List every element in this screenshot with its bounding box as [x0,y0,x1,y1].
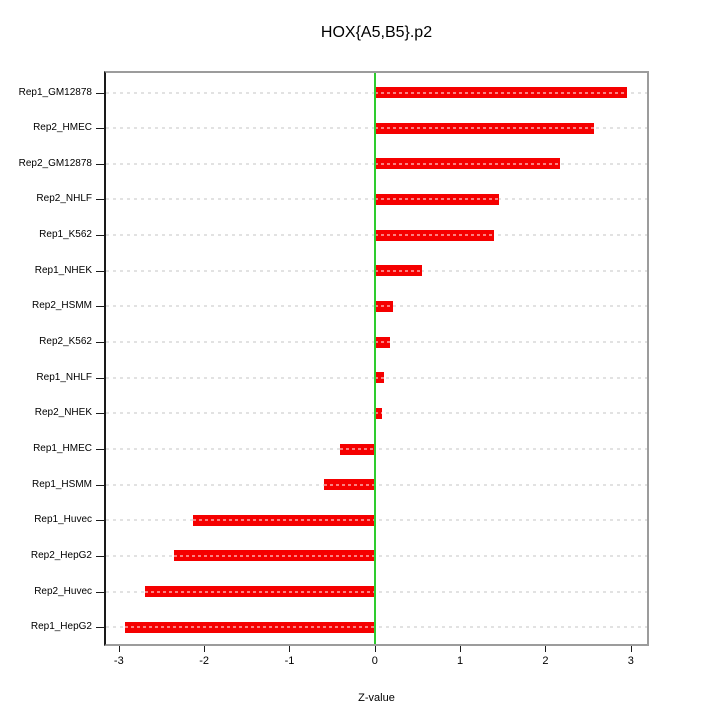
y-tick [96,271,104,272]
y-tick [96,556,104,557]
x-tick-label: -3 [113,655,124,667]
y-tick [96,449,104,450]
y-tick-label: Rep1_HepG2 [30,621,92,633]
bar-Rep2_HSMM [375,301,393,312]
y-tick [96,164,104,165]
bar-Rep2_HMEC [375,123,594,134]
bar-Rep2_Huvec [145,586,375,597]
y-tick [96,413,104,414]
x-tick [631,646,632,652]
bar-Rep1_NHEK [375,265,422,276]
y-tick-label: Rep1_HMEC [33,443,92,454]
x-tick [460,646,461,652]
y-tick-label: Rep2_HMEC [33,122,92,134]
bar-Rep1_HMEC [340,444,375,455]
y-tick [96,378,104,379]
bar-Rep2_NHLF [375,194,499,205]
y-tick-label: Rep1_NHEK [34,264,92,276]
bar-Rep1_NHLF [375,372,384,383]
y-tick-label: Rep2_Huvec [34,585,92,597]
x-tick [289,646,290,652]
y-tick [96,128,104,129]
y-tick-label: Rep2_HepG2 [30,549,92,561]
x-tick [119,646,120,652]
bar-Rep1_HepG2 [125,622,375,633]
y-tick-label: Rep1_NHLF [36,371,92,383]
bar-Rep2_HepG2 [174,550,375,561]
y-tick-label: Rep2_NHEK [34,407,92,419]
x-tick-label: -2 [199,655,210,667]
bar-Rep1_HSMM [324,479,374,490]
y-tick-label: Rep2_K562 [39,336,92,348]
y-tick [96,520,104,521]
y-tick [96,627,104,628]
x-tick-label: 1 [457,655,464,667]
y-tick-label: Rep2_GM12878 [18,157,92,169]
x-tick-label: 3 [627,655,634,667]
y-tick [96,235,104,236]
zero-reference-line [374,73,376,644]
y-tick [96,306,104,307]
x-tick-label: 0 [371,655,378,667]
grid-line [106,519,647,521]
plot-area [104,71,649,646]
grid-line [106,448,647,450]
y-tick [96,592,104,593]
y-tick [96,342,104,343]
chart-title: HOX{A5,B5}.p2 [320,24,433,41]
y-tick [96,485,104,486]
grid-line [106,484,647,486]
bar-Rep1_GM12878 [375,87,627,98]
bar-Rep1_K562 [375,230,494,241]
y-tick [96,93,104,94]
bar-Rep2_K562 [375,337,390,348]
y-tick-label: Rep1_GM12878 [18,86,92,98]
bar-Rep2_GM12878 [375,158,560,169]
bar-Rep2_NHEK [375,408,383,419]
x-tick [375,646,376,652]
x-tick-label: 2 [542,655,549,667]
y-tick-label: Rep1_K562 [39,229,92,241]
y-tick-label: Rep1_Huvec [34,514,92,526]
y-tick-label: Rep1_HSMM [31,478,92,490]
x-tick [545,646,546,652]
x-tick-label: -1 [284,655,295,667]
y-tick-label: Rep2_HSMM [31,300,92,312]
x-axis-label: Z-value [358,692,395,704]
x-tick [204,646,205,652]
y-tick-label: Rep2_NHLF [36,193,92,205]
bar-Rep1_Huvec [193,515,375,526]
y-tick [96,199,104,200]
